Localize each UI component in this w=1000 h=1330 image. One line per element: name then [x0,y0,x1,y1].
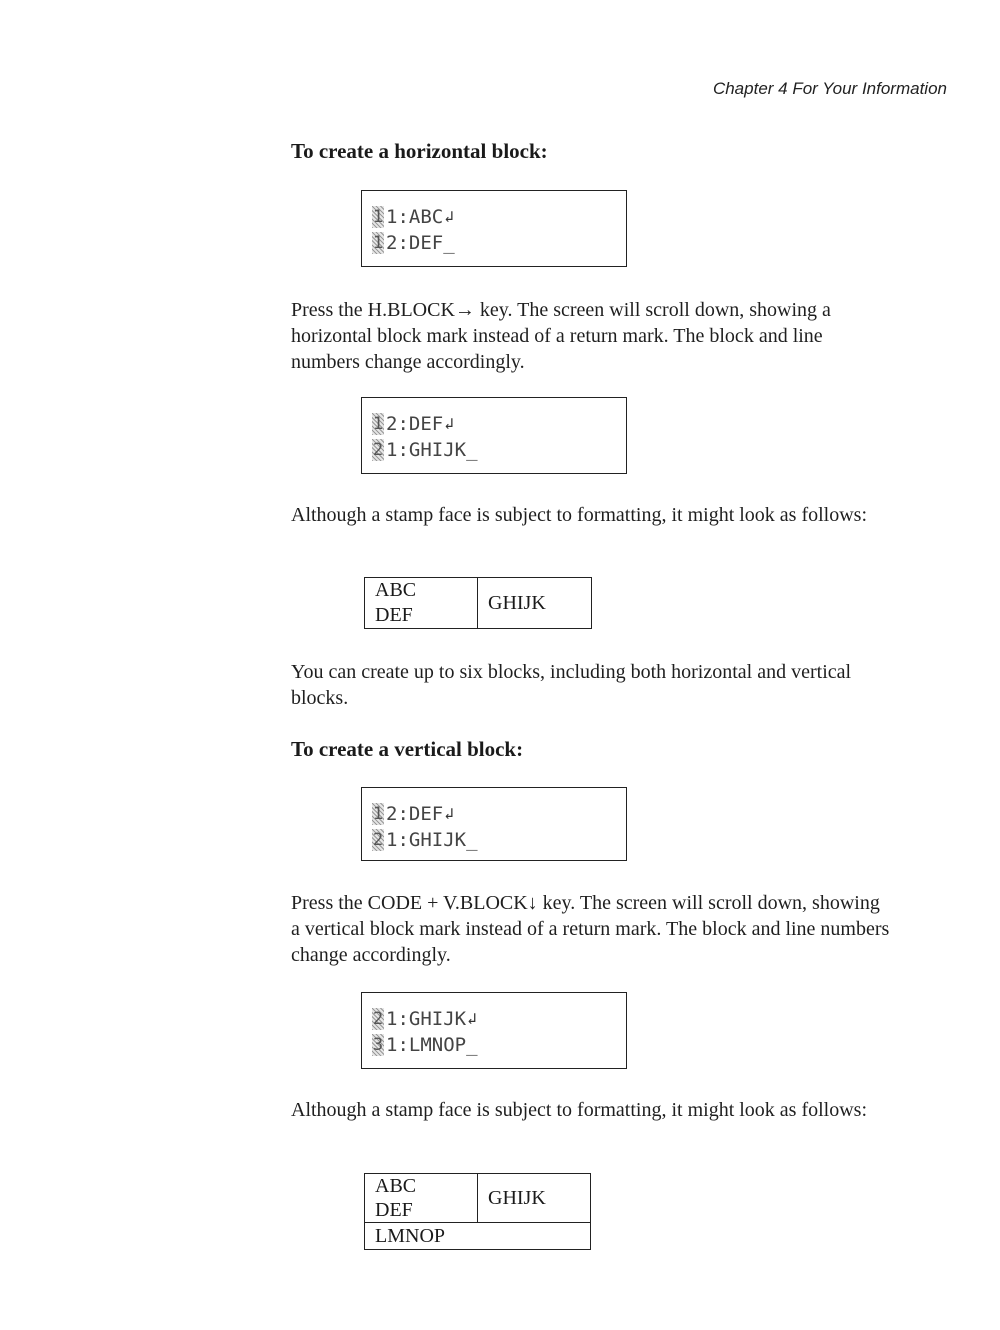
lcd-text: 1:LMNOP_ [386,1034,478,1056]
lcd-text: 1:GHIJK [386,1008,467,1030]
lcd-text: 2:DEF_ [386,232,455,254]
lcd-line [372,1006,626,1032]
lcd-text: 2:DEF [386,413,444,435]
stamp-cell [365,1223,591,1250]
lcd-line [372,411,626,437]
lcd-text: 1:GHIJK_ [386,439,478,461]
stamp-cell [478,1174,591,1223]
stamp-text: LMNOP [375,1225,446,1247]
stamp-face-example [364,577,592,629]
paragraph: Although a stamp face is subject to formatting, it might look as follows: [291,1099,868,1121]
stamp-cell [478,578,592,629]
lcd-text: 1:GHIJK_ [386,829,478,851]
paragraph: You can create up to six blocks, including both horizontal and vertical blocks. [291,661,852,709]
block-number: 1 [372,414,384,434]
stamp-text: ABC [375,1175,417,1197]
lcd-line [372,827,626,853]
block-number: 1 [372,233,384,253]
lcd-display [361,992,627,1069]
paragraph: Press the CODE + V.BLOCK↓ key. The screen will scroll down, showing a vertical block mark instead of a return mark. The block and line numbers change accordingly. [291,892,890,966]
stamp-text: ABC [375,579,417,601]
stamp-text: GHIJK [488,1186,546,1209]
lcd-text: 1:ABC [386,206,444,228]
lcd-display [361,190,627,267]
stamp-text: DEF [375,604,413,626]
section-heading-vertical: To create a vertical block: [291,737,524,761]
return-mark-icon: ↲ [444,207,454,226]
block-number: 1 [372,207,384,227]
stamp-cell [365,578,478,629]
lcd-text: 2:DEF [386,803,444,825]
lcd-line [372,204,626,230]
vertical-block-mark-icon: ↲ [467,1009,477,1028]
block-number: 3 [372,1035,384,1055]
lcd-line [372,437,626,463]
lcd-display [361,787,627,861]
lcd-line [372,230,626,256]
section-heading-horizontal: To create a horizontal block: [291,139,548,163]
horizontal-block-mark-icon: ↲ [444,414,454,433]
block-number: 2 [372,830,384,850]
stamp-text: GHIJK [488,591,546,614]
stamp-cell [365,1174,478,1223]
block-number: 2 [372,1009,384,1029]
block-number: 1 [372,804,384,824]
paragraph: Although a stamp face is subject to formatting, it might look as follows: [291,504,868,526]
lcd-line [372,1032,626,1058]
stamp-face-example [364,1173,591,1250]
page-header: Chapter 4 For Your Information [712,79,947,98]
block-number: 2 [372,440,384,460]
stamp-text: DEF [375,1199,413,1221]
lcd-display [361,397,627,474]
horizontal-block-mark-icon: ↲ [444,804,454,823]
lcd-line [372,801,626,827]
paragraph: Press the H.BLOCK→ key. The screen will scroll down, showing a horizontal block mark instead of a return mark. The block and line numbers change accordingly. [291,299,831,373]
